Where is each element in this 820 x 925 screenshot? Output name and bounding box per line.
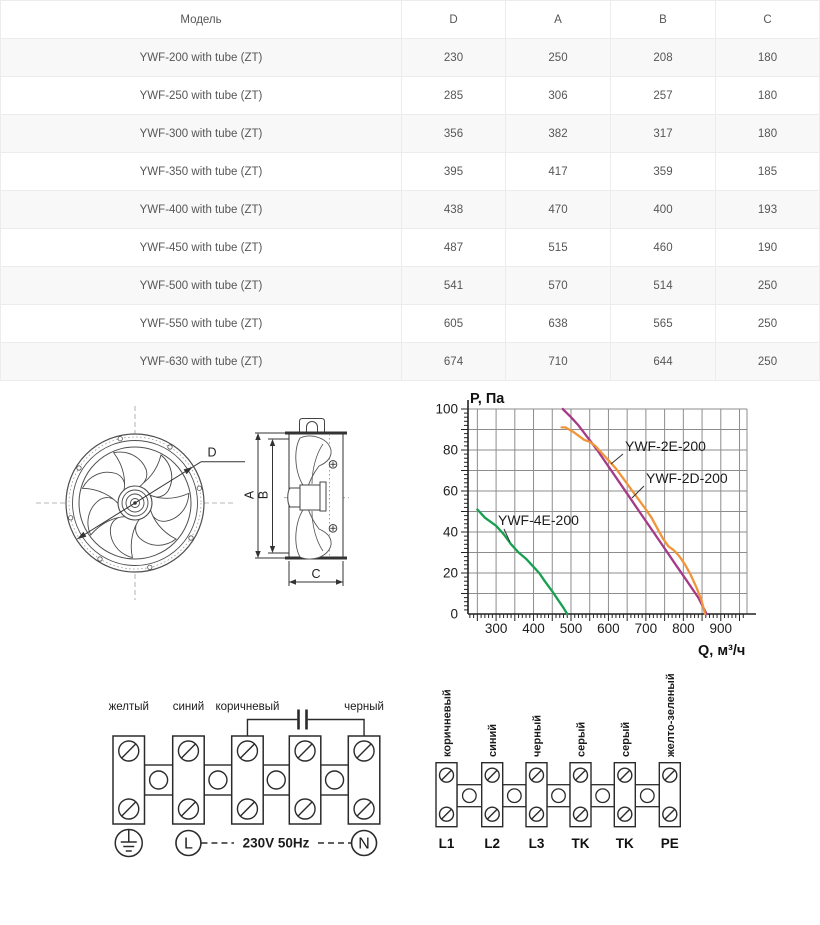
dim-value-cell: 208: [611, 39, 716, 77]
terminal-label: L1: [438, 836, 455, 851]
table-row: [1, 153, 820, 191]
svg-text:0: 0: [450, 606, 458, 622]
dim-value-cell: 674: [402, 343, 506, 381]
svg-text:700: 700: [634, 621, 658, 636]
wire-color-label: черный: [344, 701, 384, 713]
dim-label-b: B: [256, 490, 271, 500]
dim-value-cell: 541: [402, 267, 506, 305]
dim-value-cell: 250: [506, 39, 611, 77]
col-header-model: Модель: [1, 1, 402, 39]
table-row: [1, 343, 820, 381]
jumper-hole-icon: [150, 771, 168, 789]
dim-value-cell: 193: [716, 191, 820, 229]
table-row: [1, 77, 820, 115]
dim-value-cell: 565: [611, 305, 716, 343]
dim-value-cell: 180: [716, 77, 820, 115]
table-row: [1, 191, 820, 229]
dim-value-cell: 250: [716, 305, 820, 343]
model-cell: YWF-500 with tube (ZT): [1, 267, 402, 305]
jumper-hole-icon: [209, 771, 227, 789]
voltage-label: 230V 50Hz: [242, 835, 310, 851]
svg-text:900: 900: [709, 621, 733, 636]
fan-front-view-svg: [30, 400, 250, 610]
wire-color-label: черный: [531, 714, 544, 757]
dim-value-cell: 230: [402, 39, 506, 77]
svg-text:300: 300: [484, 621, 508, 636]
dim-value-cell: 190: [716, 229, 820, 267]
fan-side-view-drawing: [240, 400, 365, 600]
table-header-row: [1, 1, 820, 39]
chart-x-axis-title: Q, м³/ч: [698, 643, 746, 659]
x-tick-labels: [485, 621, 732, 636]
dim-value-cell: 180: [716, 39, 820, 77]
svg-text:400: 400: [522, 621, 545, 636]
dim-value-cell: 180: [716, 115, 820, 153]
dim-value-cell: 185: [716, 153, 820, 191]
jumper-hole-icon: [508, 789, 522, 803]
dim-value-cell: 438: [402, 191, 506, 229]
dim-value-cell: 644: [611, 343, 716, 381]
fan-front-view-drawing: [30, 400, 250, 615]
dim-value-cell: 710: [506, 343, 611, 381]
neutral-label: N: [358, 835, 370, 853]
svg-text:100: 100: [435, 401, 458, 417]
dim-value-cell: 605: [402, 305, 506, 343]
chart-y-axis-title: P, Па: [470, 391, 505, 407]
dim-value-cell: 285: [402, 77, 506, 115]
dim-value-cell: 257: [611, 77, 716, 115]
dim-value-cell: 638: [506, 305, 611, 343]
jumper-hole-icon: [641, 789, 655, 803]
wire-color-label: серый: [619, 721, 632, 757]
wire-color-label: коричневый: [215, 701, 280, 713]
series-label-leader: [611, 454, 623, 464]
jumper-hole-icon: [326, 771, 344, 789]
dim-value-cell: 382: [506, 115, 611, 153]
dimensions-table: [0, 0, 820, 381]
col-header-d: D: [402, 1, 506, 39]
col-header-c: C: [716, 1, 820, 39]
dim-value-cell: 359: [611, 153, 716, 191]
model-cell: YWF-400 with tube (ZT): [1, 191, 402, 229]
terminal-label: L3: [528, 836, 545, 851]
table-row: [1, 305, 820, 343]
terminal-strip: [113, 736, 380, 824]
dim-value-cell: 317: [611, 115, 716, 153]
y-tick-labels: [435, 402, 458, 622]
jumper-hole-icon: [596, 789, 610, 803]
wiring-diagram-single-phase: [85, 690, 415, 875]
three-phase-wiring-svg: [430, 672, 700, 857]
svg-text:500: 500: [559, 621, 583, 636]
terminal-label: PE: [660, 836, 679, 851]
dimension-b: [268, 439, 289, 553]
model-cell: YWF-350 with tube (ZT): [1, 153, 402, 191]
wiring-diagram-three-phase: [430, 672, 700, 862]
series-label: YWF-2D-200: [646, 470, 728, 486]
dim-value-cell: 250: [716, 343, 820, 381]
wire-color-label: синий: [172, 701, 205, 713]
model-cell: YWF-200 with tube (ZT): [1, 39, 402, 77]
svg-text:80: 80: [442, 442, 458, 458]
svg-text:40: 40: [442, 524, 458, 540]
wire-color-label: желтый: [108, 701, 149, 713]
svg-text:20: 20: [442, 565, 458, 581]
col-header-a: A: [506, 1, 611, 39]
single-phase-wiring-svg: [85, 690, 415, 870]
dim-value-cell: 470: [506, 191, 611, 229]
dim-value-cell: 487: [402, 229, 506, 267]
svg-text:60: 60: [442, 483, 458, 499]
dim-value-cell: 515: [506, 229, 611, 267]
model-cell: YWF-300 with tube (ZT): [1, 115, 402, 153]
dimensions-table-body: [1, 39, 820, 381]
dim-value-cell: 395: [402, 153, 506, 191]
ground-icon: [115, 830, 142, 857]
fan-curve-chart: [435, 390, 775, 667]
dim-value-cell: 356: [402, 115, 506, 153]
series-label: YWF-2E-200: [625, 438, 706, 454]
dim-value-cell: 400: [611, 191, 716, 229]
svg-text:800: 800: [672, 621, 695, 636]
series-label: YWF-4E-200: [498, 512, 579, 528]
table-row: [1, 267, 820, 305]
jumper-hole-icon: [463, 789, 477, 803]
jumper-hole-icon: [552, 789, 566, 803]
dim-value-cell: 417: [506, 153, 611, 191]
dim-value-cell: 306: [506, 77, 611, 115]
svg-text:600: 600: [597, 621, 620, 636]
dim-label-a: A: [242, 490, 257, 500]
model-cell: YWF-550 with tube (ZT): [1, 305, 402, 343]
terminal-label: TK: [615, 836, 634, 851]
fan-side-view-svg: [240, 400, 365, 595]
terminal-label: L2: [484, 836, 501, 851]
model-cell: YWF-250 with tube (ZT): [1, 77, 402, 115]
model-cell: YWF-450 with tube (ZT): [1, 229, 402, 267]
dim-value-cell: 460: [611, 229, 716, 267]
table-row: [1, 229, 820, 267]
wire-color-label: желто-зеленый: [664, 673, 677, 757]
performance-chart-svg: [435, 390, 775, 662]
dim-label-c: C: [311, 567, 321, 581]
dim-label-d: D: [207, 445, 217, 460]
capacitor-circuit: [247, 710, 364, 737]
dim-value-cell: 514: [611, 267, 716, 305]
phase-label: L: [183, 835, 193, 853]
table-row: [1, 115, 820, 153]
junction-box: [300, 419, 325, 434]
wire-color-label: серый: [575, 721, 588, 757]
col-header-b: B: [611, 1, 716, 39]
wire-color-label: коричневый: [441, 689, 454, 757]
jumper-hole-icon: [267, 771, 285, 789]
terminal-label: TK: [571, 836, 590, 851]
table-row: [1, 39, 820, 77]
dim-value-cell: 570: [506, 267, 611, 305]
dim-value-cell: 250: [716, 267, 820, 305]
wire-color-label: синий: [487, 723, 500, 757]
model-cell: YWF-630 with tube (ZT): [1, 343, 402, 381]
